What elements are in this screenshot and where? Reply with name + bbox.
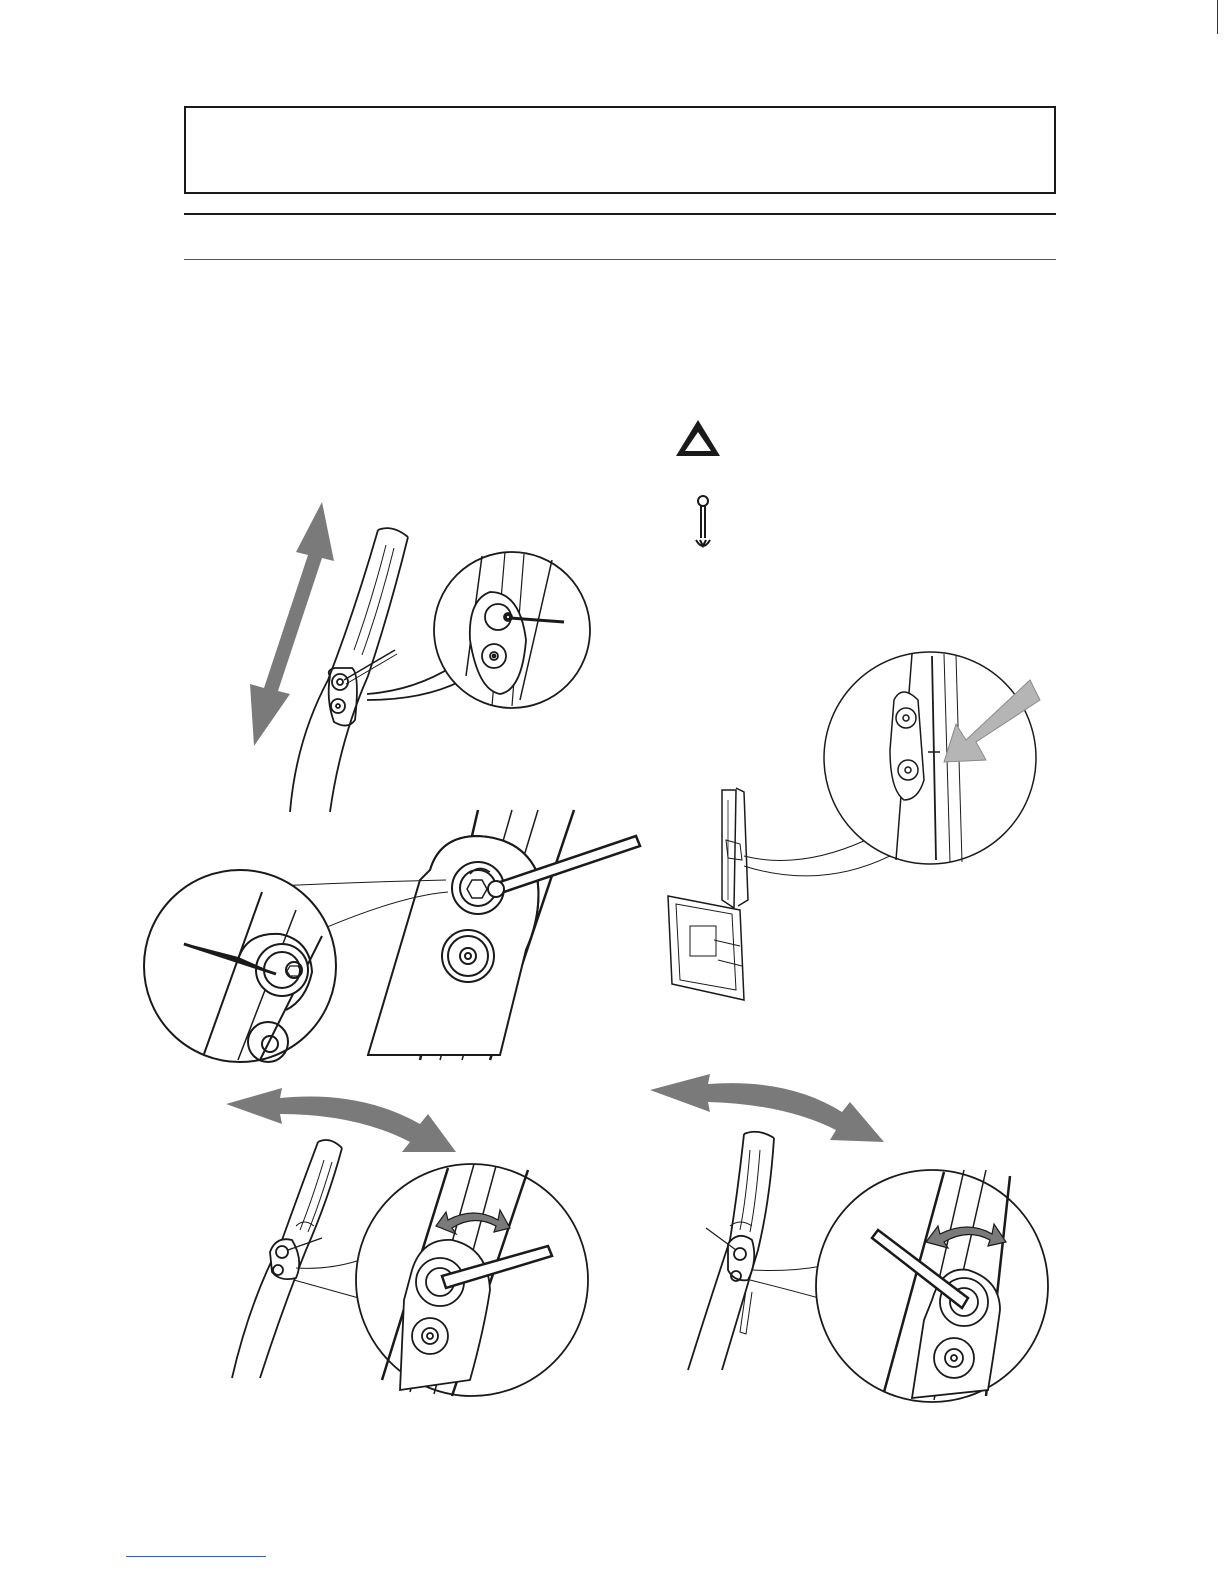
double-arrow-curved-left — [226, 1088, 456, 1152]
warning-triangle-icon — [676, 420, 720, 456]
figure-height-adjust — [250, 502, 590, 812]
double-arrow-curved-right — [650, 1074, 884, 1142]
figure-console-slot — [668, 652, 1040, 1000]
double-arrow-vertical — [250, 502, 334, 746]
footer-link-underline[interactable] — [126, 1556, 266, 1557]
figure-rotate-left — [226, 1088, 588, 1396]
figure-pin-insert — [144, 810, 640, 1062]
figure-rotate-right — [650, 1074, 1048, 1402]
wrench-icon — [696, 496, 710, 546]
